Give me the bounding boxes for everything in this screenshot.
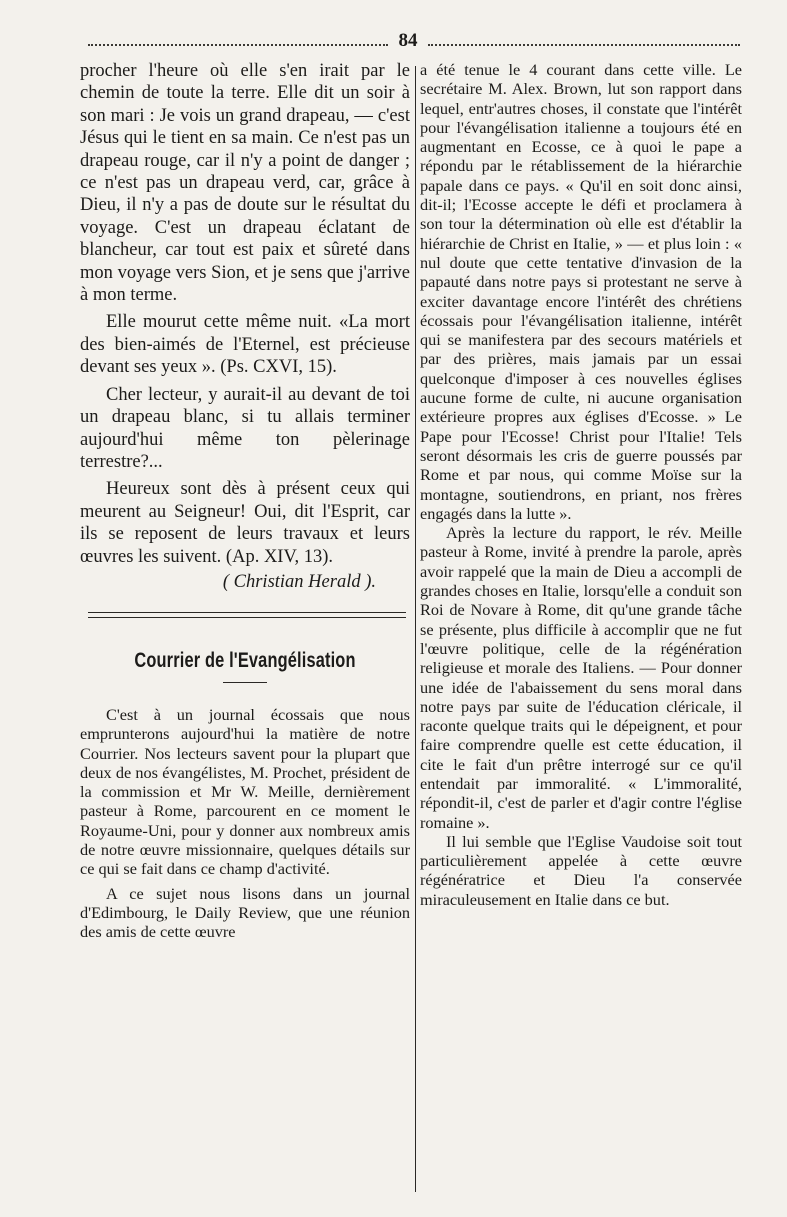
title-underline — [223, 682, 267, 683]
paragraph: C'est à un journal écossais que nous emprunterons aujourd'hui la matière de notre Courrier. Nos lecteurs savent pour la plupart que deux de nos évangélistes, M. Prochet, président de la commission et Mr W. Meille, dernièrement pasteur à Rome, parcourent en ce moment le Royaume-Uni, pour y donner aux nombreux amis de notre œuvre missionnaire, quelques détails sur ce qui se fait dans ce champ d'activité. — [80, 704, 410, 879]
paragraph: a été tenue le 4 courant dans cette ville. Le secrétaire M. Alex. Brown, lut son rapport dans lequel, entr'autres choses, il constate que l'intérêt pour l'évangélisation italienne a toujours été en augmentant en Ecosse, ce à quoi le pape a répondu par le rétablissement de la hiérarchie papale dans ce pays. « Qu'il en soit donc ainsi, dit-il; l'Ecosse accepte le défi et proclamera à son tour la détermination où elle est d'établir la hiérarchie de Christ en Italie, » — et plus loin : « nul doute que cette tentative d'invasion de la papauté dans notre pays si protestant ne serve à exciter davantage encore l'intérêt des chrétiens écossais pour l'évangélisation italienne, intérêt qui se manifestera par des secours matériels et par des prières, mais jamais par un essai quelconque d'imposer à ces nouvelles églises aucune forme de culte, ni aucune organisation extérieure propres aux églises d'Ecosse. » Le Pape pour l'Ecosse! Christ pour l'Italie! Tels seront désormais les cris de guerre poussés par Rome et par nous, qui comme Moïse sur la montagne, soutiendrons, en priant, nos frères engagés dans la lutte ». — [420, 60, 742, 523]
header-rule-left — [88, 44, 388, 46]
page-number: 84 — [398, 30, 418, 51]
paragraph: A ce sujet nous lisons dans un journal d'Edimbourg, le Daily Review, que une réunion des amis de cette œuvre — [80, 883, 410, 942]
section-title: Courrier de l'Evangélisation — [134, 648, 356, 672]
left-column — [80, 60, 410, 942]
section-divider — [88, 612, 406, 618]
paragraph: procher l'heure où elle s'en irait par le chemin de toute la terre. Elle dit un soir à son mari : Je vois un grand drapeau, — c'est Jésus qui le tient en sa main. Ce n'est pas un drapeau rouge, car il n'y a point de danger ; ce n'est pas un drapeau verd, car, grâce à Dieu, il n'y a pas de doute sur le résultat du voyage. C'est un drapeau éclatant de blancheur, car tout est paix et sûreté dans mon voyage vers Sion, et je sens que j'arrive à mon terme. — [80, 61, 410, 306]
right-column — [420, 60, 742, 909]
paragraph: Heureux sont dès à présent ceux qui meurent au Seigneur! Oui, dit l'Esprit, car ils se reposent de leurs travaux et leurs œuvres les suivent. (Ap. XIV, 13). — [80, 479, 410, 567]
column-divider — [415, 66, 416, 1192]
paragraph: Cher lecteur, y aurait-il au devant de toi un drapeau blanc, si tu allais terminer aujourd'hui même ton pèlerinage terrestre?... — [80, 384, 410, 472]
paragraph: Il lui semble que l'Eglise Vaudoise soit tout particulièrement appelée à cette œuvre régénératrice et Dieu l'a conservée miraculeusement en Italie dans ce but. — [420, 831, 742, 909]
section-body — [80, 705, 410, 942]
paragraph: Elle mourut cette même nuit. «La mort des bien-aimés de l'Eternel, est précieuse devant ses yeux ». (Ps. CXVI, 15). — [80, 312, 410, 378]
header-rule-right — [428, 44, 740, 46]
attribution: ( Christian Herald ). — [222, 571, 376, 592]
right-column-body — [420, 60, 742, 909]
page-header — [88, 30, 740, 54]
article-ending — [80, 60, 410, 568]
paragraph: Après la lecture du rapport, le rév. Meille pasteur à Rome, invité à prendre la parole, après avoir rappelé que la main de Dieu a accompli de grandes choses en Italie, lorsqu'elle a conduit son Roi de Novare à Rome, dit qu'une grande tâche se présente, plus difficile à accomplir que ne fut l'œuvre politique, celle de la régénération religieuse et morale des Italiens. — Pour donner une idée de l'abaissement du sens moral dans notre pays par suite de l'éducation cléricale, il raconte quelque traits qui le dépeignent, et pour faire comprendre quelle est cette éducation, il cite le fait d'un prêtre interrogé sur ce qu'il entendait par immoralité. « L'immoralité, répondit-il, c'est de parler et d'agir contre l'église romaine ». — [420, 523, 742, 832]
